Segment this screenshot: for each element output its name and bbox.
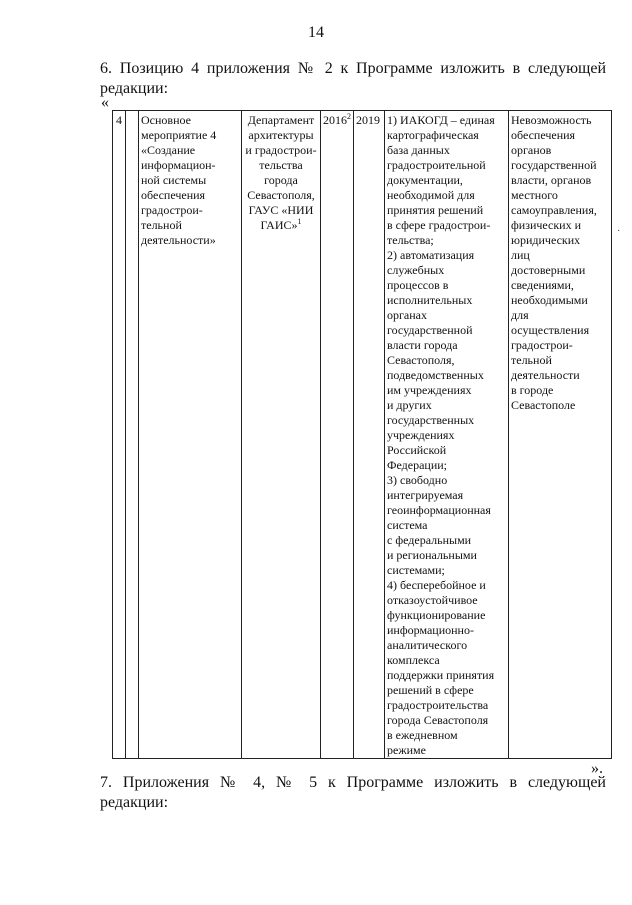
- cell-line: 1) ИАКОГД – единая: [387, 113, 495, 127]
- cell-risk-consequences: [509, 111, 612, 759]
- paragraph-7-line-1: 7. Приложения № 4, № 5 к Программе изложить в следующей: [100, 774, 606, 791]
- cell-position-number: 4: [113, 111, 126, 759]
- cell-line: необходимой для: [387, 188, 475, 202]
- cell-line: им учреждениях: [387, 383, 472, 397]
- cell-line: сведениями,: [511, 278, 574, 292]
- paragraph-6: [100, 59, 606, 99]
- executor-line-text: Севастополя,: [247, 188, 315, 202]
- cell-line: режиме: [387, 743, 426, 757]
- executor-line: [244, 128, 318, 143]
- start-year: 2016: [323, 113, 347, 127]
- cell-line: осуществления: [511, 323, 590, 337]
- cell-line: исполнительных: [387, 293, 473, 307]
- cell-start-year: [321, 111, 354, 759]
- cell-line: деятельности»: [141, 233, 216, 247]
- paragraph-7: [100, 773, 606, 813]
- cell-line: Российской: [387, 443, 447, 457]
- executor-line-text: тельства: [259, 158, 303, 172]
- cell-line: государственных: [387, 413, 475, 427]
- cell-line: власти, органов: [511, 173, 592, 187]
- cell-end-year: 2019: [354, 111, 385, 759]
- cell-line: для: [511, 308, 529, 322]
- cell-line: система: [387, 518, 428, 532]
- cell-line: органов: [511, 143, 552, 157]
- cell-line: ной системы: [141, 173, 207, 187]
- cell-line: функционирование: [387, 608, 486, 622]
- cell-line: отказоустойчивое: [387, 593, 478, 607]
- cell-executor: [242, 111, 321, 759]
- cell-line: база данных: [387, 143, 450, 157]
- cell-line: с федеральными: [387, 533, 472, 547]
- cell-line: принятия решений: [387, 203, 484, 217]
- executor-line-text: ГАИС»: [260, 218, 298, 232]
- cell-line: документации,: [387, 173, 463, 187]
- executor-line-text: города: [264, 173, 298, 187]
- executor-line-text: ГАУС «НИИ: [248, 203, 314, 217]
- cell-line: градостроительной: [387, 158, 486, 172]
- cell-line: власти города: [387, 338, 458, 352]
- cell-line: поддержки принятия: [387, 668, 495, 682]
- cell-line: города Севастополя: [387, 713, 489, 727]
- cell-line: градостроительства: [387, 698, 489, 712]
- cell-line: в городе: [511, 383, 554, 397]
- cell-line: информационно-: [387, 623, 474, 637]
- cell-line: Федерации;: [387, 458, 448, 472]
- cell-line: государственной: [387, 323, 473, 337]
- cell-line: тельства;: [387, 233, 434, 247]
- cell-line: Основное: [141, 113, 191, 127]
- closing-quote: ».: [591, 760, 603, 777]
- executor-line: [244, 113, 318, 128]
- cell-line: геоинформационная: [387, 503, 491, 517]
- cell-line: мероприятие 4: [141, 128, 217, 142]
- start-year-footnote: 2: [347, 112, 351, 121]
- cell-line: в сфере градострои-: [387, 218, 491, 232]
- cell-line: государственной: [511, 158, 597, 172]
- margin-mark: ·: [617, 226, 621, 237]
- cell-line: информацион-: [141, 158, 216, 172]
- cell-line: лиц: [511, 248, 530, 262]
- executor-line: [244, 203, 318, 218]
- cell-line: системами;: [387, 563, 445, 577]
- page-number: 14: [308, 24, 324, 41]
- cell-line: служебных: [387, 263, 445, 277]
- cell-expected-result: [385, 111, 509, 759]
- executor-line: [244, 173, 318, 188]
- cell-line: юридических: [511, 233, 581, 247]
- cell-measure-name: [139, 111, 242, 759]
- cell-line: градострои-: [141, 203, 203, 217]
- cell-line: градострои-: [511, 338, 573, 352]
- cell-line: необходимыми: [511, 293, 588, 307]
- executor-line-text: и градострои-: [245, 143, 317, 157]
- paragraph-6-line-2: редакции:: [100, 80, 169, 97]
- executor-line: [244, 188, 318, 203]
- cell-line: 2) автоматизация: [387, 248, 475, 262]
- position-table: [112, 110, 612, 759]
- cell-line: в ежедневном: [387, 728, 458, 742]
- executor-line-text: Департамент: [247, 113, 315, 127]
- cell-line: картографическая: [387, 128, 479, 142]
- executor-lines: [244, 113, 318, 233]
- executor-line: [244, 158, 318, 173]
- table-row: [113, 111, 612, 759]
- executor-line: [244, 218, 318, 233]
- cell-line: и других: [387, 398, 432, 412]
- cell-line: тельной: [141, 218, 182, 232]
- cell-line: обеспечения: [511, 128, 576, 142]
- cell-line: достоверными: [511, 263, 586, 277]
- cell-line: физических и: [511, 218, 582, 232]
- cell-line: Севастополя,: [387, 353, 455, 367]
- paragraph-7-line-2: редакции:: [100, 794, 169, 811]
- cell-line: Невозможность: [511, 113, 592, 127]
- cell-line: подведомственных: [387, 368, 484, 382]
- cell-line: решений в сфере: [387, 683, 474, 697]
- cell-line: процессов в: [387, 278, 449, 292]
- opening-quote: «: [101, 94, 109, 111]
- cell-line: 4) бесперебойное и: [387, 578, 486, 592]
- cell-line: аналитического: [387, 638, 468, 652]
- paragraph-6-line-1: 6. Позицию 4 приложения № 2 к Программе изложить в следующей: [100, 60, 606, 77]
- cell-line: деятельности: [511, 368, 580, 382]
- cell-line: местного: [511, 188, 558, 202]
- cell-line: самоуправления,: [511, 203, 597, 217]
- cell-line: Севастополе: [511, 398, 576, 412]
- cell-empty: [126, 111, 139, 759]
- cell-line: тельной: [511, 353, 552, 367]
- executor-line-text: архитектуры: [248, 128, 314, 142]
- cell-line: и региональными: [387, 548, 477, 562]
- cell-line: учреждениях: [387, 428, 455, 442]
- cell-line: обеспечения: [141, 188, 206, 202]
- cell-line: «Создание: [141, 143, 196, 157]
- cell-line: интегрируемая: [387, 488, 464, 502]
- cell-line: комплекса: [387, 653, 440, 667]
- cell-line: органах: [387, 308, 427, 322]
- executor-line: [244, 143, 318, 158]
- executor-footnote: 1: [297, 217, 302, 226]
- cell-line: 3) свободно: [387, 473, 448, 487]
